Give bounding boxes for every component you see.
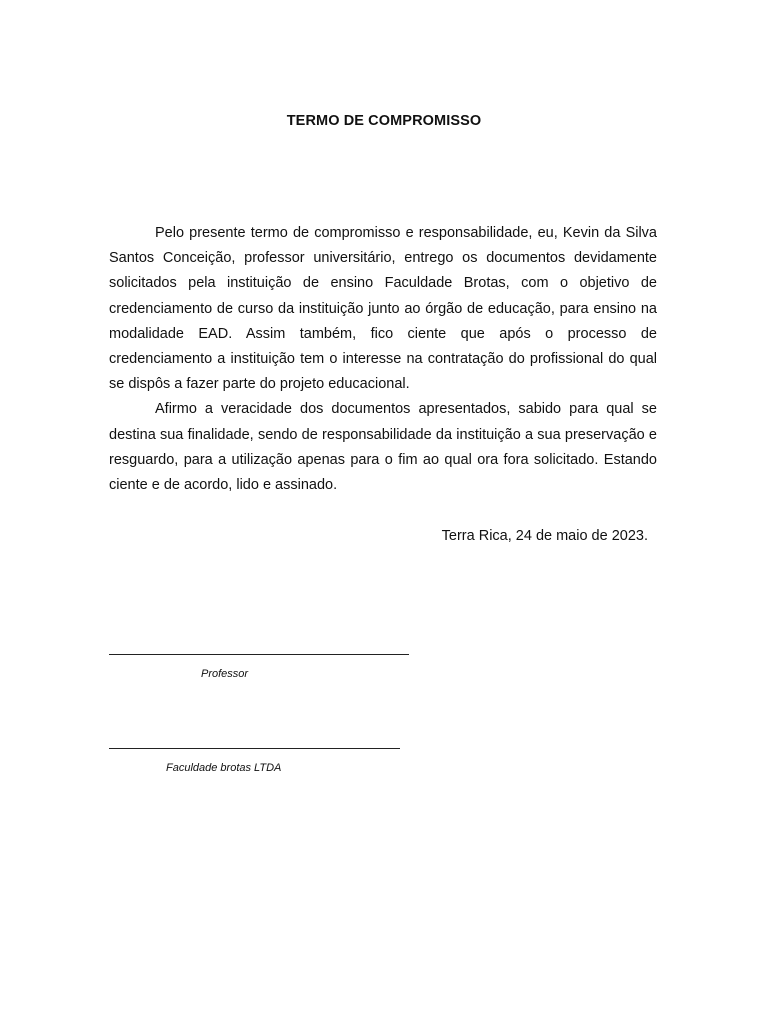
signature-label-professor: Professor (201, 668, 249, 680)
signature-line-professor (109, 654, 409, 655)
paragraph: Afirmo a veracidade dos documentos apresentados, sabido para qual se destina sua finalidade, sendo de responsabilidade da instituição a sua preservação e resguardo, para a utilização apenas para o fim ao qual ora fora solicitado. Estando ciente e de acordo, lido e assinado. (109, 401, 657, 494)
document-body (109, 221, 657, 498)
signature-label-faculdade: Faculdade brotas LTDA (166, 762, 282, 774)
signature-line-faculdade (109, 748, 400, 749)
place-date: Terra Rica, 24 de maio de 2023. (441, 528, 648, 544)
document-title: TERMO DE COMPROMISSO (286, 113, 482, 129)
paragraph: Pelo presente termo de compromisso e responsabilidade, eu, Kevin da Silva Santos Conceição, professor universitário, entrego os documentos devidamente solicitados pela instituição de ensino Faculdade Brotas, com o objetivo de credenciamento de curso da instituição junto ao órgão de educação, para ensino na modalidade EAD. Assim também, fico ciente que após o processo de credenciamento a instituição tem o interesse na contratação do profissional do qual se dispôs a fazer parte do projeto educacional. (109, 225, 657, 393)
